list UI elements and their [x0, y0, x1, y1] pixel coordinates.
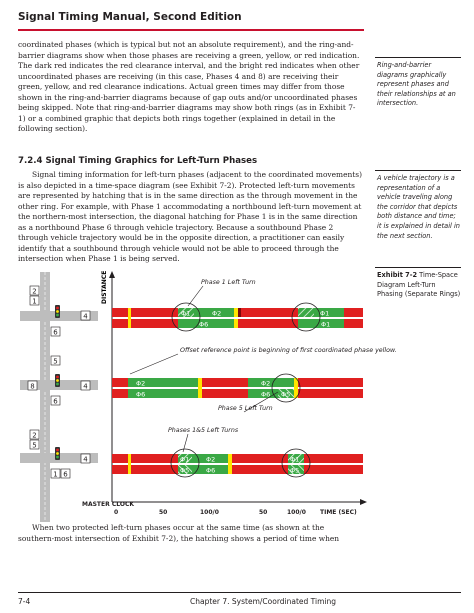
- phase-label-2: Φ2: [136, 379, 146, 388]
- section-heading: 7.2.4 Signal Timing Graphics for Left-Turn Phases: [18, 156, 258, 166]
- y-axis-arrow-icon: [109, 271, 115, 278]
- x-tick-100b: 100/0: [287, 509, 306, 516]
- x-tick-50: 50: [159, 509, 168, 516]
- phase-box-5: 5: [53, 357, 58, 366]
- phase-label-2: Φ2: [206, 455, 216, 464]
- annotation-phase5: Phase 5 Left Turn: [218, 405, 273, 412]
- body-paragraph-3: When two protected left-turn phases occur at the same time (as shown at the southern-most intersection of Exhibit 7-2), the hatching shows a period of time when: [18, 523, 340, 543]
- phase-box-2: 2: [32, 287, 37, 296]
- signal-head-icon: [55, 374, 60, 387]
- footer-rule: [18, 592, 461, 593]
- phase-box-2: 2: [32, 431, 37, 440]
- sidenote-rule-3: [375, 267, 461, 268]
- phase-label-1: Φ1: [181, 309, 191, 318]
- phase-label-2: Φ2: [212, 309, 222, 318]
- phase-label-6: Φ6: [199, 320, 209, 329]
- phase-label-5: Φ5: [290, 466, 300, 475]
- exhibit-caption: [377, 271, 461, 300]
- phase-label-1: Φ1: [321, 320, 331, 329]
- phase-label-6: Φ6: [136, 390, 146, 399]
- phase-label-1: Φ1: [180, 455, 190, 464]
- phase-box-1: 1: [32, 297, 37, 306]
- signal-head-icon: [55, 305, 60, 318]
- phase-label-5: Φ5: [281, 390, 291, 399]
- ring-barrier-bottom: [112, 454, 363, 475]
- signal-head-icon: [55, 447, 60, 460]
- phase-box-1: 1: [53, 470, 58, 479]
- phase-box-6: 6: [53, 328, 58, 337]
- phase-label-1: Φ1: [320, 309, 330, 318]
- phase-box-6: 6: [63, 470, 68, 479]
- annotation-offset: Offset reference point is beginning of first coordinated phase yellow.: [180, 347, 397, 354]
- x-axis-arrow-icon: [360, 499, 367, 505]
- ring-barrier-middle: [112, 378, 363, 399]
- phase-label-2: Φ2: [261, 379, 271, 388]
- y-axis-label: DISTANCE: [101, 270, 108, 304]
- phase-box-8: 8: [30, 382, 35, 391]
- intersection-sketches: [20, 272, 98, 522]
- sidenote-vehicle-trajectory: A vehicle trajectory is a representation of a vehicle traveling along the corridor that depicts both distance and time; it is explained in detail in the next section.: [377, 174, 460, 240]
- sidenote-rule-2: [375, 170, 461, 171]
- phase-label-6: Φ6: [261, 390, 271, 399]
- header-rule: [18, 29, 364, 31]
- page-header-title: Signal Timing Manual, Second Edition: [18, 11, 242, 23]
- exhibit-title: Time-Space Diagram Left-Turn Phasing (Separate Rings): [377, 271, 461, 299]
- x-tick-0: 0: [114, 509, 119, 516]
- sidenote-ring-barrier: Ring-and-barrier diagrams graphically represent phases and their relationships at an intersection.: [377, 61, 456, 108]
- body-paragraph-1: coordinated phases (which is typical but not an absolute requirement), and the ring-and-barrier diagrams show when those phases are receiving a green, yellow, or red indication. The dark red indicates the red clearance interval, and the bright red indicates when other uncoordinated phases are receiving (in this case, Phases 4 and 8) are receiving their green, yellow, and red clearance indications. Actual green times may differ from those shown in the ring-and-barrier diagrams because of gap outs and/or uncoordinated phases being skipped. Note that ring-and-barrier diagrams may show both rings (as in Exhibit 7-1) or a combined graphic that depicts both rings together (explained in detail in the following section).: [18, 40, 360, 133]
- x-tick-100: 100/0: [200, 509, 219, 516]
- sidenote-rule-1: [375, 57, 461, 58]
- phase-box-4: 4: [83, 312, 88, 321]
- phase-label-6: Φ6: [206, 466, 216, 475]
- exhibit-label: Exhibit 7-2: [377, 271, 418, 279]
- footer-chapter-title: Chapter 7. System/Coordinated Timing: [190, 597, 337, 606]
- annotation-phase15: Phases 1&5 Left Turns: [168, 427, 239, 434]
- x-tick-50b: 50: [259, 509, 268, 516]
- x-axis-label: TIME (SEC): [320, 509, 357, 516]
- phase-box-5: 5: [32, 441, 37, 450]
- annotation-phase1-line1: Phase 1 Left Turn: [201, 279, 256, 286]
- phase-box-4: 4: [83, 382, 88, 391]
- master-clock-label: MASTER CLOCK: [82, 501, 135, 508]
- ring-barrier-top: [112, 308, 363, 329]
- time-space-diagram: [18, 270, 397, 522]
- phase-box-4: 4: [83, 455, 88, 464]
- phase-label-1: Φ1: [290, 455, 300, 464]
- footer-page-number: 7-4: [18, 597, 31, 606]
- phase-box-6: 6: [53, 397, 58, 406]
- phase-label-5: Φ5: [180, 466, 190, 475]
- body-paragraph-2: Signal timing information for left-turn phases (adjacent to the coordinated movements) is also depicted in a time-space diagram (see Exhibit 7-2). Protected left-turn movements are represented by hatching that is in the same direction as the through movement in the other ring. For example, with Phase 1 accommodating a northbound left-turn movement at the northern-most intersection, the diagonal hatching for Phase 1 is in the same direction as a northbound Phase 6 through vehicle trajectory. Because a southbound Phase 2 through vehicle trajectory would be in the opposite direction, a practitioner can easily identify that a southbound through vehicle would not be able to proceed through the intersection when Phase 1 is being served.: [18, 170, 362, 263]
- exhibit-figure: [18, 270, 397, 522]
